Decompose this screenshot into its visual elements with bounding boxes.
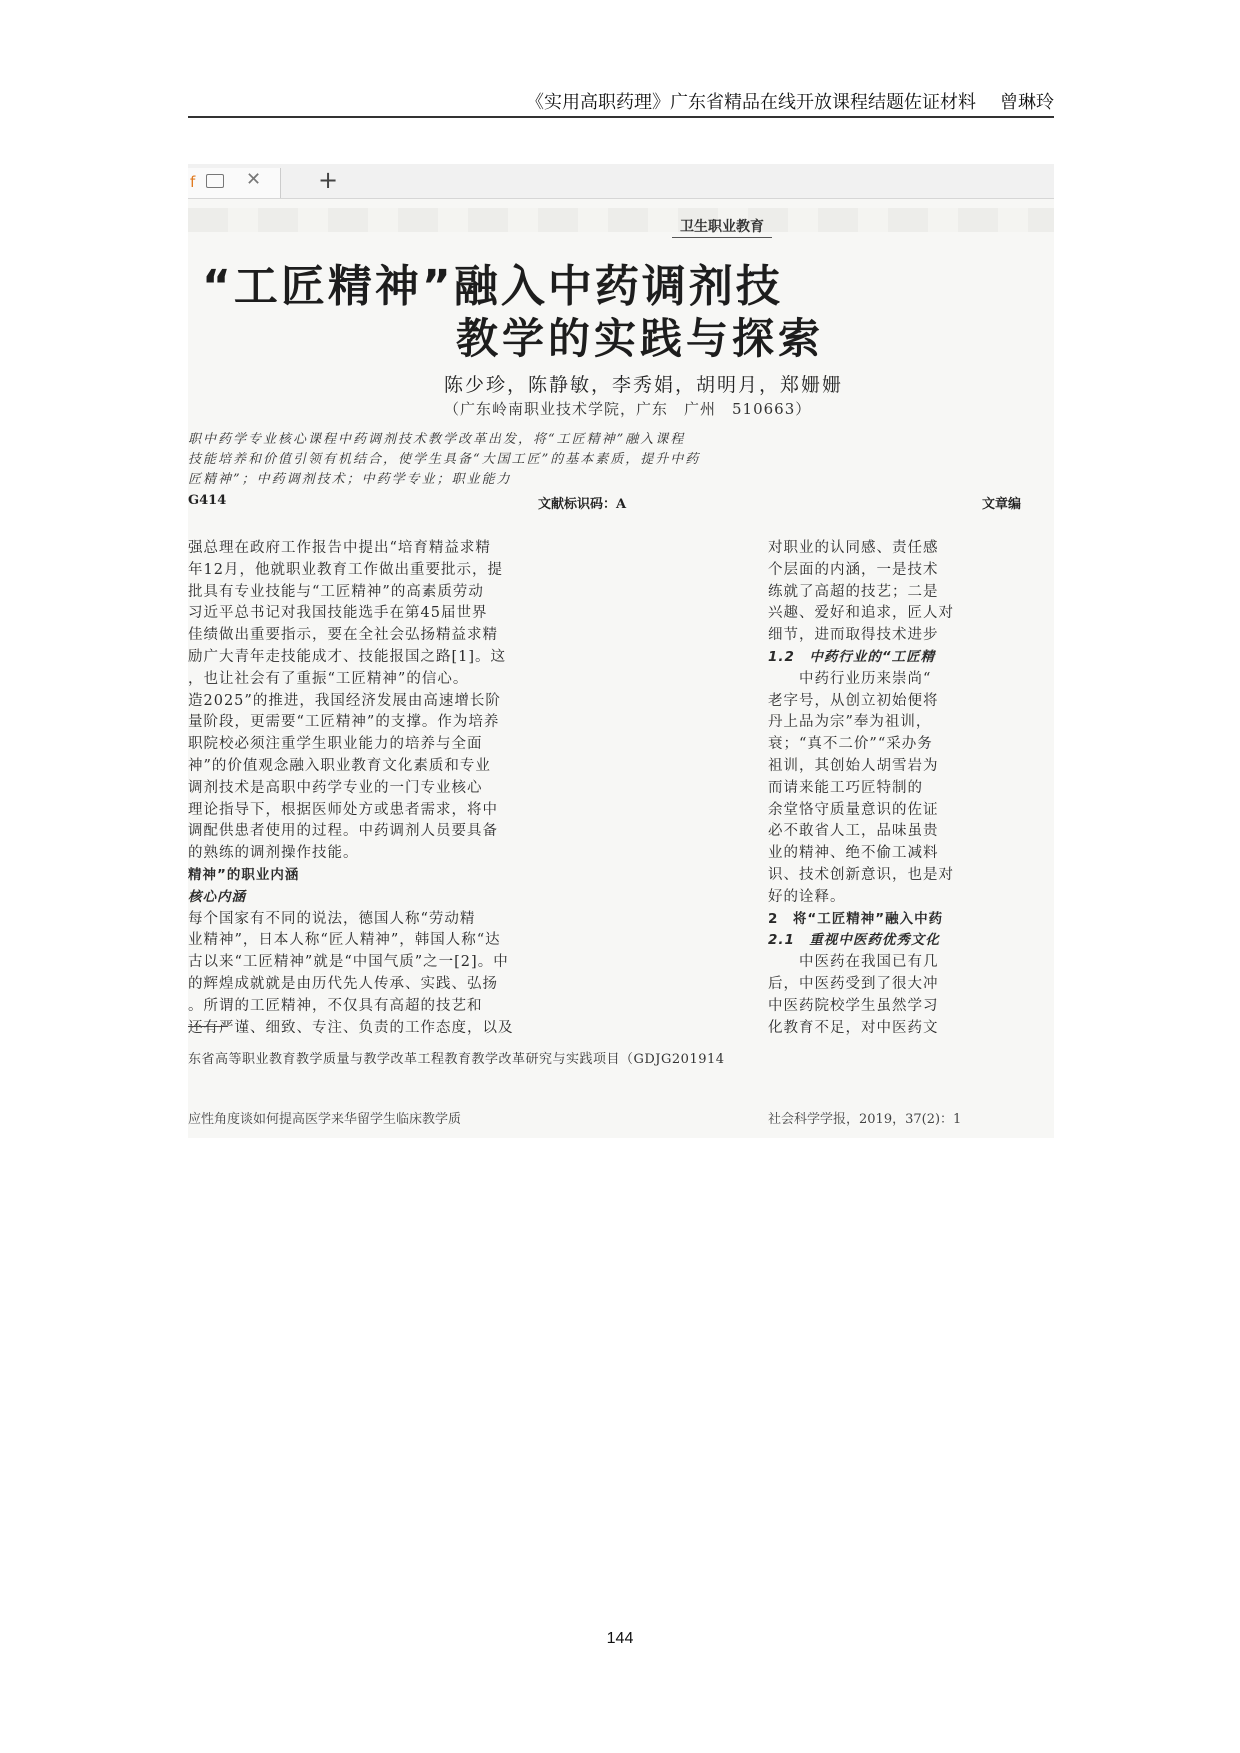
body-text-line: 1.2 中药行业的“工匠精	[768, 648, 936, 665]
body-text-line: 练就了高超的技艺；二是	[768, 583, 939, 600]
body-text-line: 好的诠释。	[768, 888, 846, 905]
body-text-line: 佳绩做出重要指示，要在全社会弘扬精益求精	[188, 627, 498, 644]
body-text-line: 对职业的认同感、责任感	[768, 540, 939, 556]
page-number: 144	[606, 1630, 634, 1647]
article-title-line2: 教学的实践与探索	[456, 314, 825, 363]
body-text-line: 神”的价值观念融入职业教育文化素质和专业	[188, 757, 491, 774]
body-text-line: 强总理在政府工作报告中提出“培育精益求精	[188, 540, 491, 556]
plus-icon[interactable]: +	[318, 166, 339, 194]
body-column-left	[188, 538, 694, 1039]
body-text-line: 古以来“工匠精神”就是“中国气质”之一[2]。中	[188, 954, 509, 971]
footnote-rule	[188, 1026, 228, 1027]
close-icon[interactable]: ✕	[246, 169, 262, 190]
tab-favicon: f	[190, 173, 196, 191]
body-text-line: 个层面的内涵，一是技术	[768, 561, 939, 578]
body-text-line: 业的精神、绝不偷工减料	[768, 845, 939, 862]
browser-tab[interactable]	[188, 168, 281, 198]
body-text-line: 化教育不足，对中医药文	[768, 1019, 939, 1036]
article-title-line1: “工匠精神”融入中药调剂技	[202, 261, 783, 312]
funding-footnote: 东省高等职业教育教学质量与教学改革工程教育教学改革研究与实践项目（GDJG201914	[188, 1052, 725, 1067]
body-text-line: 老字号，从创立初始便将	[768, 692, 939, 709]
body-text-line: 丹上品为宗”奉为祖训，	[768, 714, 932, 731]
body-text-line: 年12月，他就职业教育工作做出重要批示，提	[188, 561, 503, 578]
header-text	[526, 88, 1054, 114]
body-text-line: 祖训，其创始人胡雪岩为	[768, 757, 939, 774]
browser-tab-bar	[188, 164, 1054, 199]
body-text-line: 职院校必须注重学生职业能力的培养与全面	[188, 736, 483, 753]
article-title	[188, 250, 1054, 374]
body-text-line: 衰；“真不二价”“采办务	[768, 736, 933, 753]
body-text-line: 量阶段，更需要“工匠精神”的支撑。作为培养	[188, 714, 500, 731]
body-text-line: 中医药在我国已有几	[768, 954, 939, 971]
keywords-line: 匠精神”；中药调剂技术；中药学专业；职业能力	[188, 472, 512, 487]
body-text-line: 调剂技术是高职中药学专业的一门专业核心	[188, 779, 483, 796]
abstract-line: 职中药学专业核心课程中药调剂技术教学改革出发，将“工匠精神”融入课程	[188, 432, 686, 447]
body-text-line: 细节，进而取得技术进步	[768, 627, 939, 644]
body-text-line: 业精神”，日本人称“匠人精神”，韩国人称“达	[188, 932, 501, 949]
body-text-line: 而请来能工巧匠特制的	[768, 779, 923, 796]
page-header	[188, 84, 1054, 118]
body-text-line: 2.1 重视中医药优秀文化	[768, 932, 940, 949]
journal-section-label: 卫生职业教育	[672, 216, 772, 238]
body-text-line: 还有严谨、细致、专注、负责的工作态度，以及	[188, 1019, 514, 1036]
document-code: 文献标识码：A	[538, 497, 627, 512]
article-number: 文章编	[982, 497, 1022, 512]
header-title: 《实用高职药理》广东省精品在线开放课程结题佐证材料	[526, 92, 976, 113]
body-text-line: ，也让社会有了重振“工匠精神”的信心。	[188, 670, 469, 687]
body-text-line: 必不敢省人工，品味虽贵	[768, 823, 939, 840]
body-text-line: 每个国家有不同的说法，德国人称“劳动精	[188, 910, 476, 927]
body-text-line: 调配供患者使用的过程。中药调剂人员要具备	[188, 823, 498, 840]
article-authors: 陈少珍，陈静敏，李秀娟，胡明月，郑姗姗	[444, 374, 844, 396]
body-text-line: 批具有专业技能与“工匠精神”的高素质劳动	[188, 583, 484, 600]
body-column-right	[768, 538, 1054, 1039]
body-text-line: 兴趣、爱好和追求，匠人对	[768, 605, 954, 622]
body-text-line: 习近平总书记对我国技能选手在第45届世界	[188, 605, 488, 622]
body-text-line: 余堂恪守质量意识的佐证	[768, 801, 939, 818]
abstract-line: 技能培养和价值引领有机结合，使学生具备“大国工匠”的基本素质，提升中药	[188, 452, 701, 467]
body-text-line: 精神”的职业内涵	[188, 866, 300, 883]
references-strip	[188, 1108, 1054, 1128]
body-text-line: 中药行业历来崇尚“	[768, 670, 932, 687]
reference-left: 应性角度谈如何提高医学来华留学生临床教学质	[188, 1112, 462, 1127]
scan-noise	[188, 208, 1054, 232]
header-author: 曾琳玲	[1000, 92, 1054, 113]
body-text-line: 后，中医药受到了很大冲	[768, 975, 939, 992]
classification-row	[188, 490, 1054, 512]
body-text-line: 识、技术创新意识，也是对	[768, 866, 954, 883]
monitor-icon	[206, 174, 224, 188]
body-text-line: 理论指导下，根据医师处方或患者需求，将中	[188, 801, 498, 818]
scanned-article	[188, 164, 1054, 1138]
reference-right: 社会科学学报，2019，37(2)：1	[768, 1112, 962, 1127]
body-text-line: 。所谓的工匠精神，不仅具有高超的技艺和	[188, 997, 483, 1014]
body-text-line: 2 将“工匠精神”融入中药	[768, 910, 944, 927]
abstract-block	[188, 430, 1054, 512]
body-text-line: 的熟练的调剂操作技能。	[188, 845, 359, 862]
body-text-line: 核心内涵	[188, 888, 246, 905]
clc-number: G414	[188, 493, 227, 508]
body-text-line: 励广大青年走技能成才、技能报国之路[1]。这	[188, 648, 507, 665]
body-text-line: 中医药院校学生虽然学习	[768, 997, 939, 1014]
body-text-line: 造2025”的推进，我国经济发展由高速增长阶	[188, 692, 501, 709]
article-affiliation: （广东岭南职业技术学院，广东 广州 510663）	[444, 400, 812, 418]
body-text-line: 的辉煌成就就是由历代先人传承、实践、弘扬	[188, 975, 498, 992]
